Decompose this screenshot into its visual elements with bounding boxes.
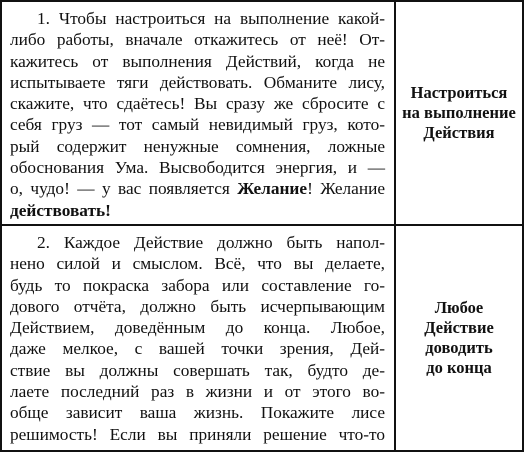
side-label-line: Настроиться — [410, 82, 508, 102]
text-fragment: о, чудо! — у вас появляется — [10, 179, 238, 199]
paragraph-2 — [2, 226, 394, 448]
side-label-cell — [395, 1, 523, 225]
text-line: скажите, что сдаётесь! Вы сразу же сбросите с — [10, 94, 385, 114]
table-row — [1, 225, 523, 451]
paragraph-1 — [2, 2, 394, 224]
side-label-line: до конца — [426, 357, 492, 377]
side-label-line: Действия — [423, 122, 495, 142]
table-row — [1, 1, 523, 225]
text-line: обоснования Ума. Высвободится энергия, и — — [10, 158, 385, 178]
text-line: себя груз — тот самый невидимый груз, кото- — [10, 115, 385, 135]
side-label-line: Любое — [434, 297, 484, 317]
text-cell — [1, 1, 395, 225]
text-line: будь то покраска забора или составление го- — [10, 275, 385, 295]
text-line: Действием, доведённым до конца. Любое, — [10, 318, 385, 338]
side-label-2 — [396, 298, 522, 378]
text-line: лаете последний раз в жизни и от этого во- — [10, 382, 385, 402]
bold-punctuation: ! — [105, 200, 111, 220]
text-line: 1. Чтобы настроиться на выполнение какой- — [37, 9, 385, 28]
text-line: 2. Каждое Действие должно быть напол- — [37, 232, 385, 252]
text-fragment: ! Желание — [307, 179, 385, 199]
text-line: даже мелкое, с вашей точки зрения, Дей- — [10, 339, 385, 359]
side-label-line: на выполнение — [402, 102, 516, 122]
side-label-line: Действие — [424, 317, 494, 337]
text-line: решимость! Если вы приняли решение что-то — [10, 424, 385, 444]
side-label-cell — [395, 225, 523, 451]
text-line — [10, 178, 385, 199]
side-label-1 — [396, 83, 522, 143]
text-line — [10, 200, 385, 221]
bold-word-zhelanie: Желание — [237, 179, 308, 199]
text-line: дового отчёта, должно быть исчерпывающим — [10, 296, 385, 316]
text-line: испытываете тяги действовать. Обманите лису, — [10, 72, 385, 92]
text-line: кажитесь от выполнения Действий, когда не — [10, 51, 385, 71]
bold-word-deystvovat: действовать — [10, 200, 106, 220]
text-line: нено силой и смыслом. Всё, что вы делаете, — [10, 254, 385, 274]
text-line: ствие вы должны совершать так, будто де- — [10, 360, 385, 380]
text-line: либо работы, вначале откажитесь от неё! От- — [10, 30, 385, 50]
text-cell — [1, 225, 395, 451]
text-line: рый содержит ненужные сомнения, ложные — [10, 136, 385, 156]
side-label-line: доводить — [425, 337, 493, 357]
text-line: обще зависит ваша жизнь. Покажите лисе — [10, 403, 385, 423]
